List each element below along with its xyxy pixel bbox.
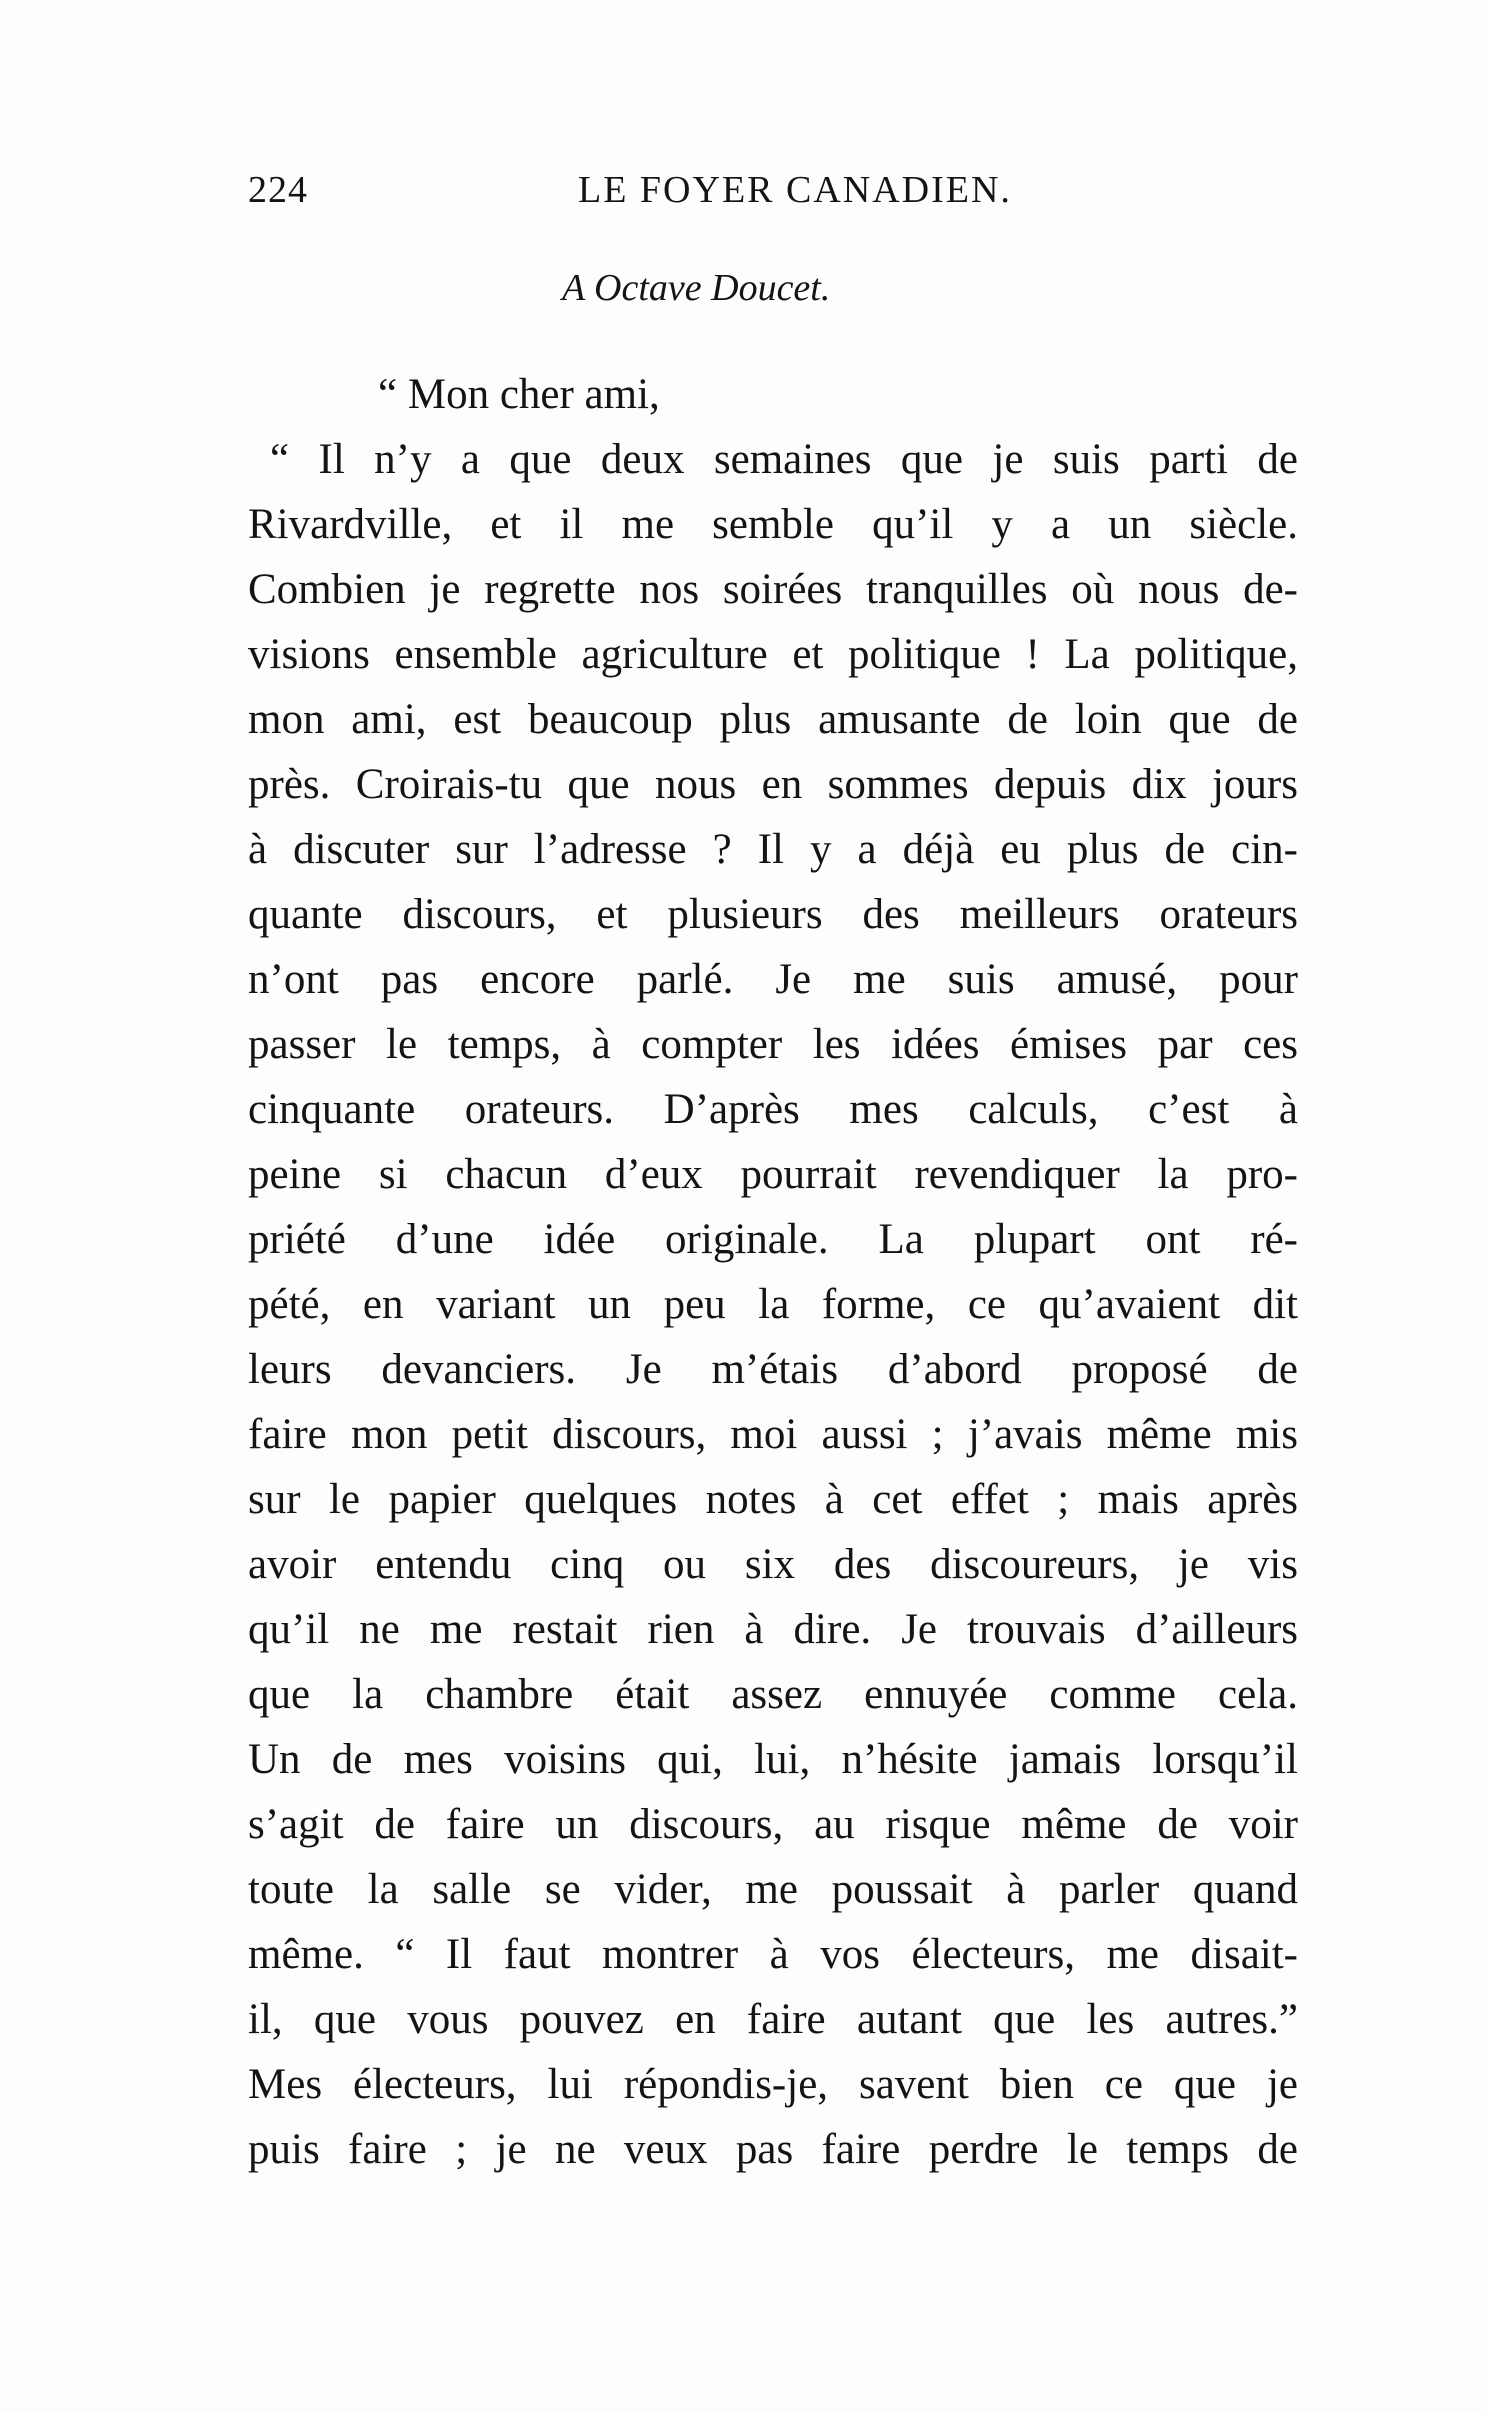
text-line: à discuter sur l’adresse ? Il y a déjà eu plus de cin- — [248, 826, 1298, 873]
text-line: pété, en variant un peu la forme, ce qu’avaient dit — [248, 1281, 1298, 1328]
letter-salutation: “ Mon cher ami, — [378, 371, 660, 418]
letter-addressee: A Octave Doucet. — [562, 267, 831, 309]
text-line: même. “ Il faut montrer à vos électeurs, me disait- — [248, 1931, 1298, 1978]
text-line: qu’il ne me restait rien à dire. Je trouvais d’ailleurs — [248, 1606, 1298, 1653]
text-line: sur le papier quelques notes à cet effet ; mais après — [248, 1476, 1298, 1523]
text-line: avoir entendu cinq ou six des discoureurs, je vis — [248, 1541, 1298, 1588]
text-line: Mes électeurs, lui répondis-je, savent bien ce que je — [248, 2061, 1298, 2108]
text-line: mon ami, est beaucoup plus amusante de loin que de — [248, 696, 1298, 743]
letter-body — [248, 362, 1298, 2182]
text-line: “ Il n’y a que deux semaines que je suis parti de — [270, 436, 1298, 483]
text-line: quante discours, et plusieurs des meilleurs orateurs — [248, 891, 1298, 938]
text-line: passer le temps, à compter les idées émises par ces — [248, 1021, 1298, 1068]
text-line: toute la salle se vider, me poussait à parler quand — [248, 1866, 1298, 1913]
text-line: Combien je regrette nos soirées tranquilles où nous de- — [248, 566, 1298, 613]
text-line: Rivardville, et il me semble qu’il y a un siècle. — [248, 501, 1298, 548]
text-line: faire mon petit discours, moi aussi ; j’avais même mis — [248, 1411, 1298, 1458]
text-line: Un de mes voisins qui, lui, n’hésite jamais lorsqu’il — [248, 1736, 1298, 1783]
text-line: priété d’une idée originale. La plupart ont ré- — [248, 1216, 1298, 1263]
text-line: peine si chacun d’eux pourrait revendiquer la pro- — [248, 1151, 1298, 1198]
text-line: leurs devanciers. Je m’étais d’abord proposé de — [248, 1346, 1298, 1393]
text-line: puis faire ; je ne veux pas faire perdre le temps de — [248, 2126, 1298, 2173]
text-line: visions ensemble agriculture et politique ! La politique, — [248, 631, 1298, 678]
text-line: que la chambre était assez ennuyée comme cela. — [248, 1671, 1298, 1718]
running-head — [248, 168, 1298, 218]
text-line: il, que vous pouvez en faire autant que les autres.” — [248, 1996, 1298, 2043]
running-title: LE FOYER CANADIEN. — [578, 169, 1012, 211]
page-number: 224 — [248, 169, 308, 211]
text-line: près. Croirais-tu que nous en sommes depuis dix jours — [248, 761, 1298, 808]
text-line: cinquante orateurs. D’après mes calculs, c’est à — [248, 1086, 1298, 1133]
text-line: n’ont pas encore parlé. Je me suis amusé, pour — [248, 956, 1298, 1003]
text-line: s’agit de faire un discours, au risque même de voir — [248, 1801, 1298, 1848]
